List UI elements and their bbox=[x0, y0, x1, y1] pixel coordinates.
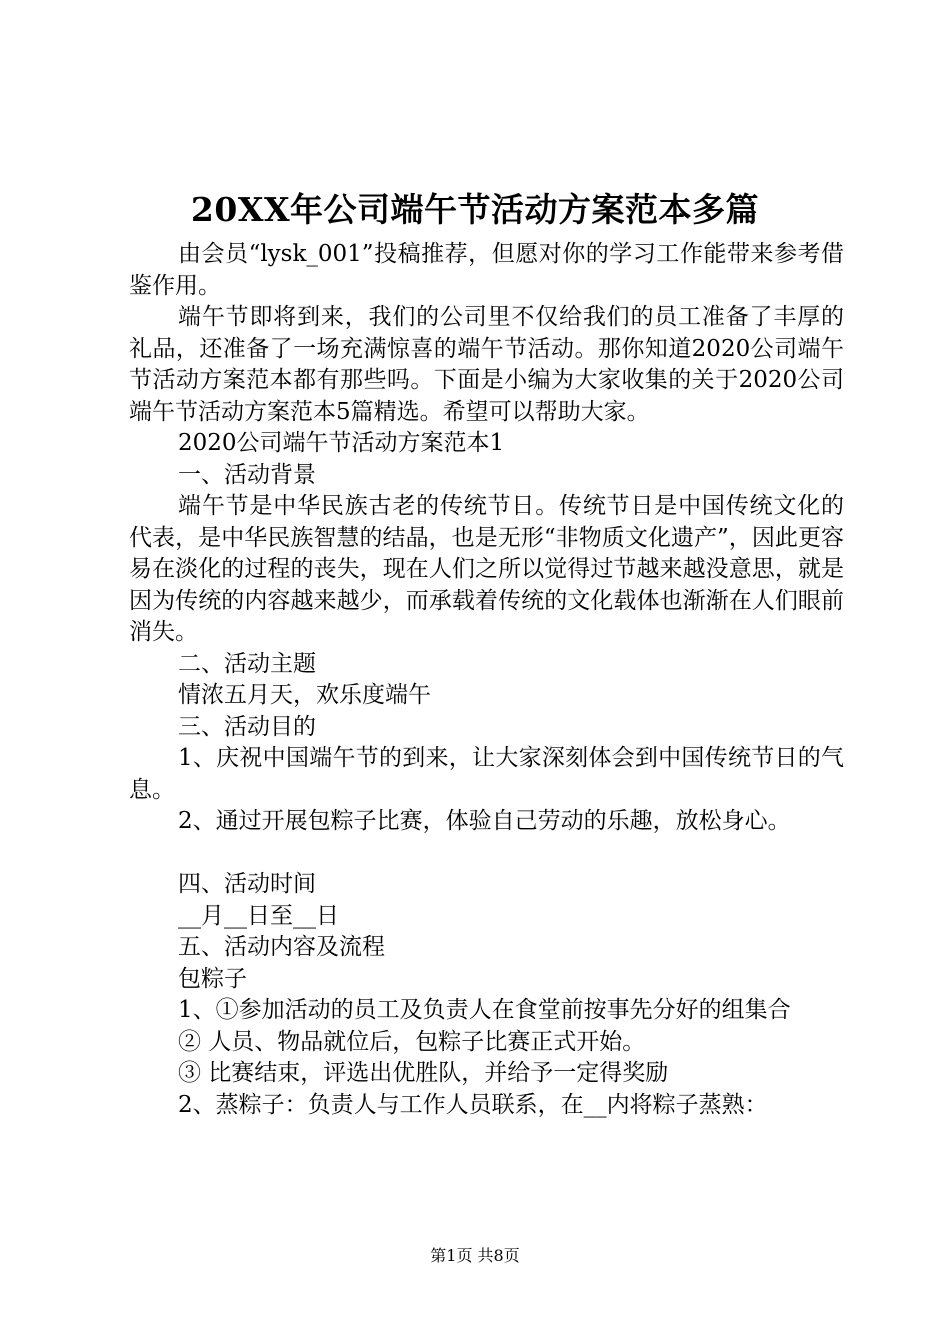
paragraph-background: 端午节是中华民族古老的传统节日。传统节日是中国传统文化的代表，是中华民族智慧的结晶，也是无形“非物质文化遗产”，因此更容易在淡化的过程的丧失，现在人们之所以觉得过节越来越没意思，就是因为传统的内容越来越少，而承载着传统的文化载体也渐渐在人们眼前消失。 bbox=[129, 493, 844, 645]
heading-time: 四、活动时间 bbox=[178, 871, 316, 897]
list-item-content-2: ② 人员、物品就位后，包粽子比赛正式开始。 bbox=[178, 1028, 646, 1055]
paragraph-zongzi: 包粽子 bbox=[178, 965, 247, 992]
heading-theme: 二、活动主题 bbox=[178, 650, 316, 677]
paragraph-time: __月__日至__日 bbox=[178, 902, 339, 929]
paragraph-intro: 端午节即将到来，我们的公司里不仅给我们的员工准备了丰厚的礼品，还准备了一场充满惊喜的端午节活动。那你知道2020公司端午节活动方案范本都有那些吗。下面是小编为大家收集的关于2020公司端午节活动方案范本5篇精选。希望可以帮助大家。 bbox=[129, 304, 844, 425]
heading-purpose: 三、活动目的 bbox=[178, 713, 316, 740]
heading-background: 一、活动背景 bbox=[178, 461, 316, 488]
list-item-content-4: 2、蒸粽子：负责人与工作人员联系，在__内将粽子蒸熟： bbox=[178, 1091, 768, 1118]
list-item-purpose-1: 1、庆祝中国端午节的到来，让大家深刻体会到中国传统节日的气息。 bbox=[129, 745, 844, 803]
heading-content: 五、活动内容及流程 bbox=[178, 934, 385, 960]
section-heading-plan-1: 2020公司端午节活动方案范本1 bbox=[178, 430, 505, 456]
list-item-purpose-2: 2、通过开展包粽子比赛，体验自己劳动的乐趣，放松身心。 bbox=[178, 808, 791, 834]
list-item-content-3: ③ 比赛结束，评选出优胜队，并给予一定得奖励 bbox=[178, 1060, 669, 1086]
paragraph-contributor-note: 由会员“lysk_001”投稿推荐，但愿对你的学习工作能带来参考借鉴作用。 bbox=[129, 241, 844, 299]
document-title: 20XX年公司端午节活动方案范本多篇 bbox=[190, 190, 760, 229]
list-item-content-1: 1、①参加活动的员工及负责人在食堂前按事先分好的组集合 bbox=[178, 997, 791, 1023]
document-body bbox=[129, 239, 844, 1121]
page-footer: 第1页 共8页 bbox=[430, 1246, 520, 1265]
paragraph-theme: 情浓五月天，欢乐度端午 bbox=[178, 682, 431, 708]
blank-line bbox=[129, 838, 844, 870]
